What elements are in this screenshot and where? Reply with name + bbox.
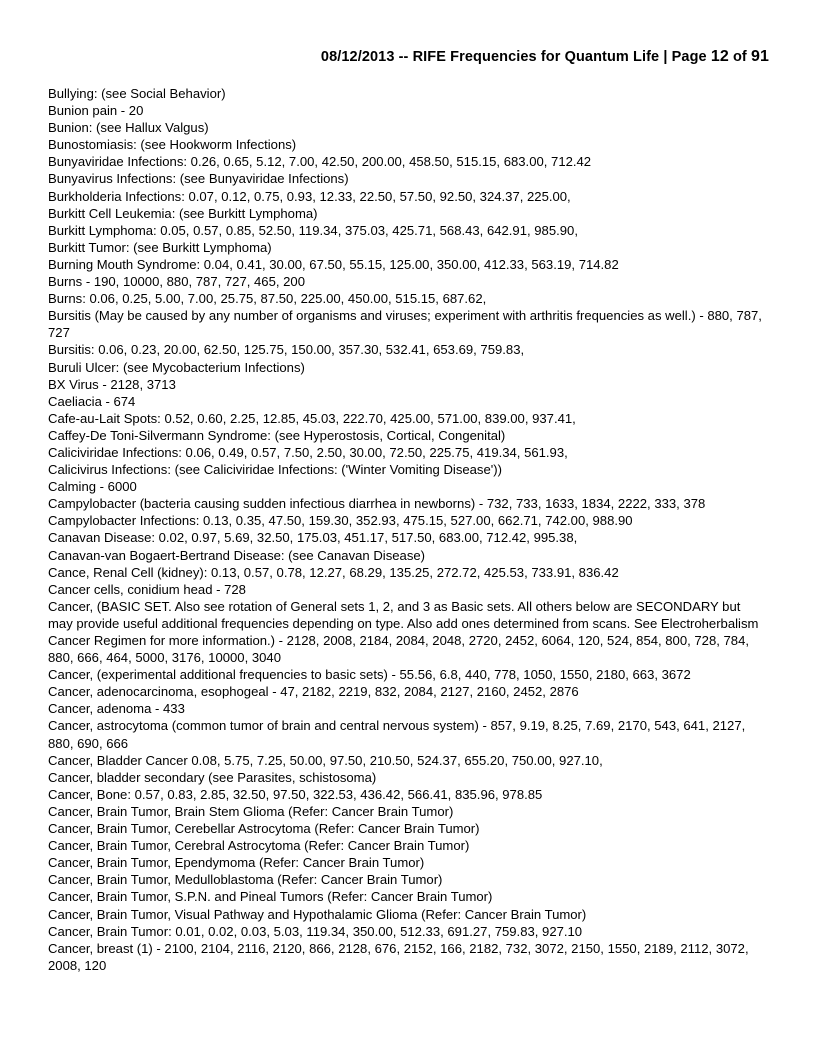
- frequency-entry: Bunion pain - 20: [48, 103, 144, 119]
- page-header: [321, 48, 769, 66]
- frequency-entry-list: [48, 85, 762, 974]
- frequency-entry: Bursitis (May be caused by any number of organisms and viruses; experiment with arthritis frequencies as well.) - 880, 787, 727: [48, 308, 762, 341]
- frequency-entry: Burkitt Cell Leukemia: (see Burkitt Lymphoma): [48, 205, 318, 221]
- frequency-entry: Cancer, Brain Tumor, Visual Pathway and Hypothalamic Glioma (Refer: Cancer Brain Tumor): [48, 906, 587, 922]
- frequency-entry: BX Virus - 2128, 3713: [48, 376, 176, 392]
- frequency-entry: Burns: 0.06, 0.25, 5.00, 7.00, 25.75, 87.50, 225.00, 450.00, 515.15, 687.62,: [48, 291, 487, 307]
- frequency-entry: Burkitt Tumor: (see Burkitt Lymphoma): [48, 239, 272, 255]
- total-pages: 91: [751, 48, 769, 65]
- frequency-entry: Cancer, Brain Tumor, Brain Stem Glioma (Refer: Cancer Brain Tumor): [48, 803, 454, 819]
- frequency-entry: Cancer, Brain Tumor, S.P.N. and Pineal Tumors (Refer: Cancer Brain Tumor): [48, 889, 493, 905]
- frequency-entry: Calicivirus Infections: (see Caliciviridae Infections: ('Winter Vomiting Disease')): [48, 462, 502, 478]
- page-of-label: of: [732, 49, 747, 65]
- frequency-entry: Bunion: (see Hallux Valgus): [48, 120, 209, 136]
- frequency-entry: Bunyavirus Infections: (see Bunyaviridae Infections): [48, 171, 349, 187]
- frequency-entry: Burkholderia Infections: 0.07, 0.12, 0.75, 0.93, 12.33, 22.50, 57.50, 92.50, 324.37, 225.00,: [48, 188, 571, 204]
- frequency-entry: Cafe-au-Lait Spots: 0.52, 0.60, 2.25, 12.85, 45.03, 222.70, 425.00, 571.00, 839.00, 937.41,: [48, 410, 576, 426]
- frequency-entry: Cancer, bladder secondary (see Parasites, schistosoma): [48, 769, 377, 785]
- frequency-entry: Caeliacia - 674: [48, 393, 136, 409]
- frequency-entry: Cancer, adenocarcinoma, esophogeal - 47, 2182, 2219, 832, 2084, 2127, 2160, 2452, 2876: [48, 684, 579, 700]
- frequency-entry: Cancer cells, conidium head - 728: [48, 581, 246, 597]
- frequency-entry: Canavan-van Bogaert-Bertrand Disease: (see Canavan Disease): [48, 547, 426, 563]
- frequency-entry: Campylobacter (bacteria causing sudden infectious diarrhea in newborns) - 732, 733, 1633, 1834, 2222, 333, 378: [48, 496, 706, 512]
- frequency-entry: Burns - 190, 10000, 880, 787, 727, 465, 200: [48, 274, 305, 290]
- frequency-entry: Calming - 6000: [48, 479, 137, 495]
- frequency-entry: Bursitis: 0.06, 0.23, 20.00, 62.50, 125.75, 150.00, 357.30, 532.41, 653.69, 759.83,: [48, 342, 525, 358]
- frequency-entry: Cancer, Bladder Cancer 0.08, 5.75, 7.25, 50.00, 97.50, 210.50, 524.37, 655.20, 750.00, 927.10,: [48, 752, 603, 768]
- frequency-entry: Bunostomiasis: (see Hookworm Infections): [48, 137, 297, 153]
- frequency-entry: Cancer, (BASIC SET. Also see rotation of General sets 1, 2, and 3 as Basic sets. All others below are SECONDARY but may provide useful additional frequencies depending on type. Also add ones determined from scans. See Electroherbalism Cancer Regimen for more information.) - 2128, 2008, 2184, 2084, 2048, 2720, 2452, 6064, 120, 524, 854, 800, 728, 784, 880, 666, 464, 5000, 3176, 10000, 3040: [48, 598, 759, 666]
- frequency-entry: Cance, Renal Cell (kidney): 0.13, 0.57, 0.78, 12.27, 68.29, 135.25, 272.72, 425.53, 733.91, 836.42: [48, 564, 619, 580]
- frequency-entry: Buruli Ulcer: (see Mycobacterium Infections): [48, 359, 305, 375]
- frequency-entry: Cancer, Brain Tumor, Cerebral Astrocytoma (Refer: Cancer Brain Tumor): [48, 838, 470, 854]
- frequency-entry: Caliciviridae Infections: 0.06, 0.49, 0.57, 7.50, 2.50, 30.00, 72.50, 225.75, 419.34, 561.93,: [48, 444, 568, 460]
- frequency-entry: Burkitt Lymphoma: 0.05, 0.57, 0.85, 52.50, 119.34, 375.03, 425.71, 568.43, 642.91, 985.90,: [48, 222, 578, 238]
- frequency-entry: Cancer, Brain Tumor, Cerebellar Astrocytoma (Refer: Cancer Brain Tumor): [48, 821, 480, 837]
- frequency-entry: Canavan Disease: 0.02, 0.97, 5.69, 32.50, 175.03, 451.17, 517.50, 683.00, 712.42, 995.38,: [48, 530, 578, 546]
- frequency-entry: Cancer, breast (1) - 2100, 2104, 2116, 2120, 866, 2128, 676, 2152, 166, 2182, 732, 3072, 2150, 1550, 2189, 2112, 3072, 2008, 120: [48, 940, 749, 973]
- frequency-entry: Caffey-De Toni-Silvermann Syndrome: (see Hyperostosis, Cortical, Congenital): [48, 427, 506, 443]
- frequency-entry: Bullying: (see Social Behavior): [48, 86, 226, 101]
- frequency-entry: Cancer, Brain Tumor, Ependymoma (Refer: Cancer Brain Tumor): [48, 855, 425, 871]
- page-number: 12: [710, 48, 729, 65]
- frequency-entry: Cancer, adenoma - 433: [48, 701, 185, 717]
- frequency-entry: Cancer, Brain Tumor, Medulloblastoma (Refer: Cancer Brain Tumor): [48, 872, 443, 888]
- frequency-entry: Campylobacter Infections: 0.13, 0.35, 47.50, 159.30, 352.93, 475.15, 527.00, 662.71, 742.00, 988.90: [48, 513, 633, 529]
- frequency-entry: Burning Mouth Syndrome: 0.04, 0.41, 30.00, 67.50, 55.15, 125.00, 350.00, 412.33, 563.19, 714.82: [48, 256, 619, 272]
- frequency-entry: Cancer, astrocytoma (common tumor of brain and central nervous system) - 857, 9.19, 8.25, 7.69, 2170, 543, 641, 2127, 880, 690, 666: [48, 718, 746, 751]
- header-title: 08/12/2013 -- RIFE Frequencies for Quantum Life | Page: [320, 49, 707, 65]
- frequency-entry: Cancer, Brain Tumor: 0.01, 0.02, 0.03, 5.03, 119.34, 350.00, 512.33, 691.27, 759.83, 927.10: [48, 923, 583, 939]
- frequency-entry: Bunyaviridae Infections: 0.26, 0.65, 5.12, 7.00, 42.50, 200.00, 458.50, 515.15, 683.00, 712.42: [48, 154, 592, 170]
- frequency-entry: Cancer, (experimental additional frequencies to basic sets) - 55.56, 6.8, 440, 778, 1050, 1550, 2180, 663, 3672: [48, 667, 691, 683]
- frequency-entry: Cancer, Bone: 0.57, 0.83, 2.85, 32.50, 97.50, 322.53, 436.42, 566.41, 835.96, 978.85: [48, 786, 543, 802]
